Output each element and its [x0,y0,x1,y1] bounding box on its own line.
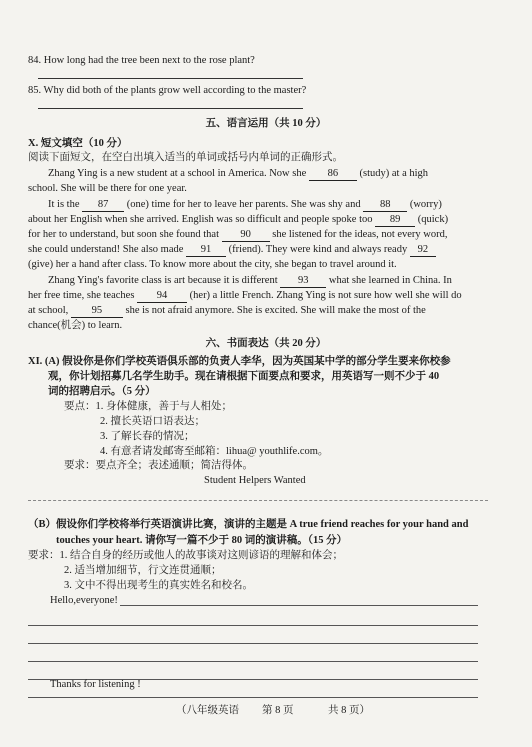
blank-87[interactable]: 87 [82,199,124,212]
section-6-title: 六、书面表达（共 20 分） [205,338,327,349]
xi-a-line-3: 词的招聘启示。（5 分） [48,386,156,397]
writing-line[interactable] [28,625,478,626]
passage-line-9 [28,290,462,303]
passage-text: about her English when she arrived. English was so difficult and people spoke too [28,214,373,225]
question-84: 84. How long had the tree been next to the rose plant? [28,55,255,66]
footer-subject: （八年级英语 [176,705,239,716]
writing-line[interactable] [28,661,478,662]
footer-page: 第 8 页 [262,705,294,716]
passage-text: she is not afraid anymore. She is excited. She will make the most of the [125,305,426,316]
blank-91[interactable]: 91 [186,244,226,257]
xi-a-points: 要点：1. 身体健康，善于与人相处； [64,401,232,412]
blank-89[interactable]: 89 [375,214,415,227]
blank-95[interactable]: 95 [71,305,123,318]
xi-a-line-2: 观，你计划招募几名学生助手。现在请根据下面要点和要求，用英语写一则不少于 40 [48,371,440,382]
answer-line-84[interactable] [38,78,303,79]
passage-line-5 [28,229,448,242]
passage-line-11: chance(机会) to learn. [28,320,123,331]
xi-b-line-2 [56,535,347,547]
question-85: 85. Why did both of the plants grow well according to the master? [28,85,307,96]
xi-a-requirements: 要求：要点齐全；表述通顺；简洁得体。 [64,460,253,471]
xi-b-line-1 [28,519,468,531]
xi-b-req-3: 3. 文中不得出现考生的真实姓名和校名。 [64,580,253,591]
xi-a-point-4: 4. 有意者请发邮寄至邮箱：lihua@ youthlife.com。 [100,446,329,457]
passage-text: (friend). They were kind and always ready [228,244,408,255]
passage-text: (quick) [417,214,449,225]
passage-text: (worry) [409,199,442,210]
passage-line-10 [28,305,426,318]
passage-text: for her to understand, but soon she found that [28,229,220,240]
xi-b-topic: touches your heart. [56,535,143,546]
passage-text: at school, [28,305,69,316]
blank-93[interactable]: 93 [280,275,326,288]
xi-a-line-1: XI. (A) 假设你是你们学校英语俱乐部的负责人李华，因为英国某中学的部分学生要来你校参 [28,356,451,367]
footer-total: 共 8 页） [328,705,370,716]
blank-86[interactable]: 86 [309,168,357,181]
passage-text: It is the [48,199,80,210]
xi-a-heading: Student Helpers Wanted [204,475,306,486]
xi-b-req-2: 2. 适当增加细节，行文连贯通顺； [64,565,222,576]
passage-line-3 [48,199,442,212]
passage-text: her free time, she teaches [28,290,135,301]
passage-line-6 [28,244,436,257]
speech-opening: Hello,everyone! [50,595,118,606]
xi-b-text: 请你写一篇不少于 80 词的演讲稿。（15 分） [145,535,348,546]
section-x-label: X. 短文填空（10 分） [28,138,128,149]
passage-line-4 [28,214,448,227]
section-x-instruction: 阅读下面短文，在空白出填入适当的单词或括号内单词的正确形式。 [28,152,343,163]
section-divider [28,500,488,501]
passage-text: what she learned in China. In [328,275,452,286]
passage-text: (her) a little French. Zhang Ying is not sure how well she will do [189,290,462,301]
writing-line[interactable] [120,605,478,606]
writing-line[interactable] [28,697,478,698]
blank-90[interactable]: 90 [222,229,270,242]
passage-text: (study) at a high [359,168,429,179]
xi-a-point-3: 3. 了解长春的情况； [100,431,195,442]
passage-line-8 [48,275,452,288]
passage-text: Zhang Ying is a new student at a school in America. Now she [48,168,307,179]
xi-b-topic: A true friend reaches for your hand and [289,519,469,530]
passage-line-2: school. She will be there for one year. [28,183,187,194]
passage-text: (one) time for her to leave her parents. She was shy and [126,199,361,210]
answer-line-85[interactable] [38,108,303,109]
passage-line-1 [48,168,428,181]
passage-text: she listened for the ideas, not every word, [272,229,448,240]
passage-text: she could understand! She also made [28,244,184,255]
writing-line[interactable] [28,643,478,644]
blank-94[interactable]: 94 [137,290,187,303]
passage-text: Zhang Ying's favorite class is art because it is different [48,275,278,286]
xi-b-text: （B）假设你们学校将举行英语演讲比赛，演讲的主题是 [28,519,288,530]
blank-88[interactable]: 88 [363,199,407,212]
section-5-title: 五、语言运用（共 10 分） [205,118,327,129]
passage-line-7: (give) her a hand after class. To know more about the city, she began to travel around it. [28,259,397,270]
blank-92[interactable]: 92 [410,244,436,257]
xi-b-req-1: 要求：1. 结合自身的经历或他人的故事谈对这则谚语的理解和体会； [28,550,343,561]
xi-a-point-2: 2. 擅长英语口语表达； [100,416,205,427]
speech-closing: Thanks for listening ! [50,679,141,690]
